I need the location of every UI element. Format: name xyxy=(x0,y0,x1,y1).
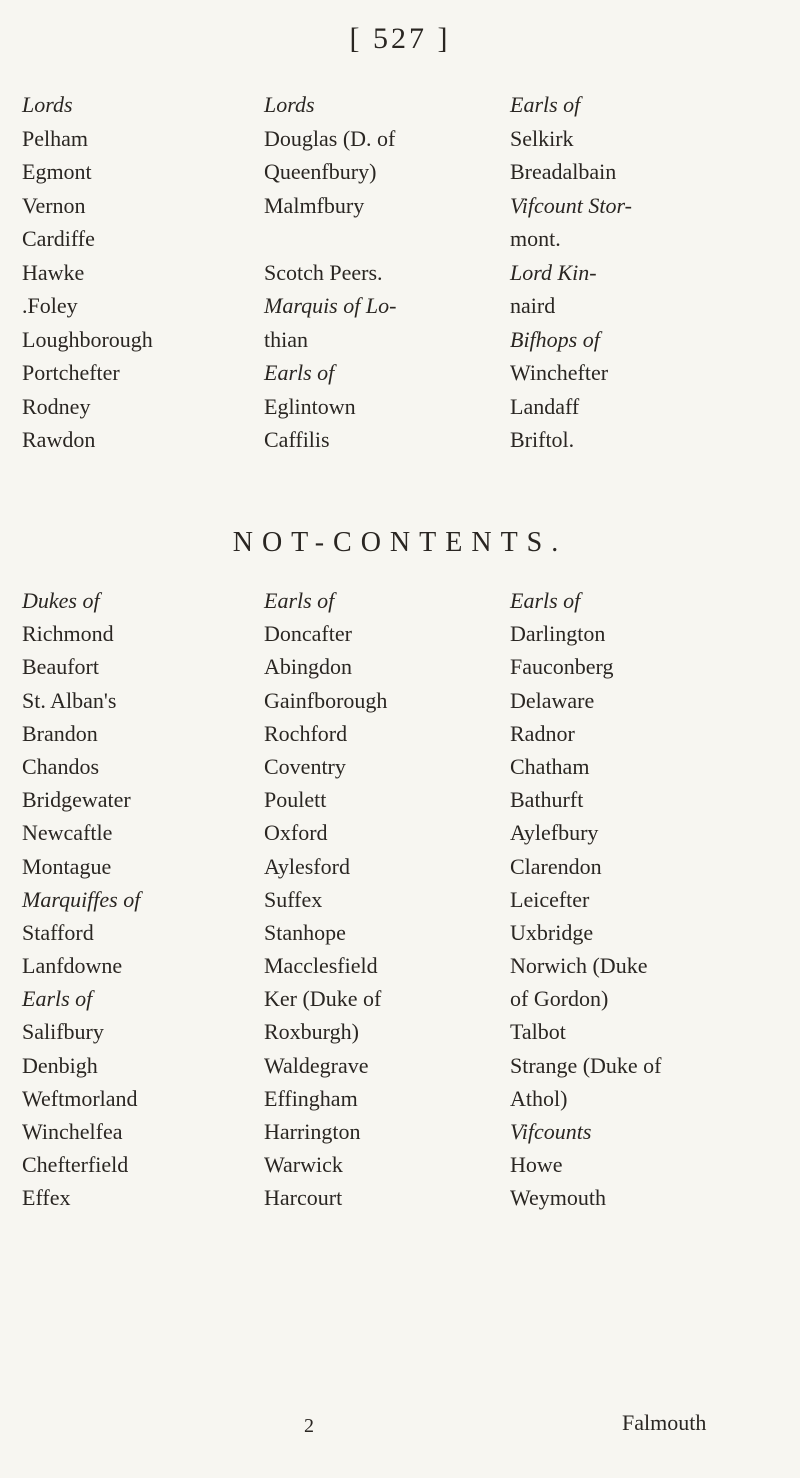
bottom-column-1 xyxy=(22,584,140,1215)
page-number: [ 527 ] xyxy=(349,22,451,55)
entry-heading: Vifcounts xyxy=(510,1119,592,1144)
entry-heading: Earls of xyxy=(510,588,581,613)
entry-name: Bridgewater xyxy=(22,787,131,813)
entry-name: Salifbury xyxy=(22,1019,104,1045)
entry-name: of Gordon) xyxy=(510,986,609,1012)
entry-name: Winchefter xyxy=(510,360,609,385)
entry-name: Harrington xyxy=(264,1119,361,1144)
entry-name: Coventry xyxy=(264,753,346,779)
entry-name: Weftmorland xyxy=(22,1085,138,1111)
entry-name: Douglas (D. of xyxy=(264,125,396,151)
entry-name: Briftol. xyxy=(510,427,575,452)
entry-name: Norwich (Duke xyxy=(510,953,648,979)
entry-name: Rawdon xyxy=(22,427,96,452)
entry-name: Cardiffe xyxy=(22,226,95,251)
not-contents-heading: NOT-CONTENTS. xyxy=(232,527,568,558)
entry-name: Darlington xyxy=(510,621,606,647)
entry-name: Delaware xyxy=(510,687,595,713)
entry-name: Montague xyxy=(22,853,112,879)
entry-name: Roxburgh) xyxy=(264,1019,359,1045)
entry-name: Vernon xyxy=(22,192,86,218)
entry-name: Richmond xyxy=(22,621,114,647)
entry-name: Brandon xyxy=(22,720,98,746)
entry-name: Harcourt xyxy=(264,1185,343,1211)
entry-name: Strange (Duke of xyxy=(510,1052,662,1078)
entry-name: Egmont xyxy=(22,159,92,184)
entry-heading: Earls of xyxy=(264,588,335,613)
entry-name: Howe xyxy=(510,1152,563,1178)
entry-name: Loughborough xyxy=(22,326,153,352)
entry-name: Lanfdowne xyxy=(22,953,123,979)
entry-name: Poulett xyxy=(264,787,327,813)
bottom-column-3 xyxy=(510,584,662,1215)
top-column-1 xyxy=(22,88,153,457)
entry-name: Gainfborough xyxy=(264,687,388,713)
entry-name: Waldegrave xyxy=(264,1052,369,1078)
entry-name: Oxford xyxy=(264,820,328,846)
entry-name: St. Alban's xyxy=(22,687,117,713)
entry-name: Pelham xyxy=(22,125,88,151)
signature-mark: 2 xyxy=(304,1415,314,1437)
entry-name: Ker (Duke of xyxy=(264,986,382,1012)
entry-name: Radnor xyxy=(510,720,575,746)
entry-name: Caffilis xyxy=(264,427,330,452)
entry-name: Bathurft xyxy=(510,787,584,813)
entry-heading: Marquiffes of xyxy=(22,886,141,912)
entry-name: .Foley xyxy=(22,293,78,318)
entry-name: Weymouth xyxy=(510,1185,606,1211)
entry-name: thian xyxy=(264,326,308,352)
entry-name: Warwick xyxy=(264,1152,343,1178)
entry-name xyxy=(264,222,396,256)
entry-heading: Lord Kin- xyxy=(510,259,597,285)
entry-name: Aylefbury xyxy=(510,820,599,846)
entry-name: naird xyxy=(510,293,556,318)
top-column-2 xyxy=(264,88,396,457)
entry-name: Effingham xyxy=(264,1085,358,1111)
entry-name: Athol) xyxy=(510,1085,568,1111)
entry-heading: Marquis of Lo- xyxy=(264,293,397,318)
entry-name: Clarendon xyxy=(510,853,602,879)
entry-name: Suffex xyxy=(264,886,323,912)
catchword: Falmouth xyxy=(622,1410,707,1435)
entry-name: Newcaftle xyxy=(22,820,113,846)
entry-name: Queenfbury) xyxy=(264,159,377,184)
entry-name: Rochford xyxy=(264,720,348,746)
entry-name: Macclesfield xyxy=(264,953,378,979)
entry-heading: Lords xyxy=(264,92,315,117)
entry-name: Chandos xyxy=(22,753,99,779)
entry-name: Aylesford xyxy=(264,853,350,879)
entry-name: Effex xyxy=(22,1185,71,1211)
entry-name: Beaufort xyxy=(22,654,99,680)
entry-name: Abingdon xyxy=(264,654,352,680)
entry-name: Talbot xyxy=(510,1019,566,1045)
entry-heading: Dukes of xyxy=(22,588,100,613)
entry-name: Winchelfea xyxy=(22,1119,123,1144)
entry-name: Selkirk xyxy=(510,125,574,151)
entry-name: Fauconberg xyxy=(510,654,614,680)
entry-name: mont. xyxy=(510,226,561,251)
entry-name: Breadalbain xyxy=(510,159,617,184)
entry-name: Doncafter xyxy=(264,621,352,647)
entry-name: Leicefter xyxy=(510,886,590,912)
entry-heading: Lords xyxy=(22,92,73,117)
entry-heading: Bifhops of xyxy=(510,326,600,352)
entry-name: Rodney xyxy=(22,393,91,419)
entry-heading: Earls of xyxy=(22,986,93,1012)
entry-heading: Vifcount Stor- xyxy=(510,192,632,218)
entry-name: Chatham xyxy=(510,753,590,779)
bottom-column-2 xyxy=(264,584,387,1215)
entry-heading: Earls of xyxy=(510,92,581,117)
entry-name: Chefterfield xyxy=(22,1152,129,1178)
entry-name: Uxbridge xyxy=(510,919,594,945)
entry-name: Stafford xyxy=(22,919,94,945)
entry-name: Landaff xyxy=(510,393,580,419)
entry-heading: Earls of xyxy=(264,360,335,385)
entry-name: Malmfbury xyxy=(264,192,365,218)
entry-name: Hawke xyxy=(22,259,85,285)
top-column-3 xyxy=(510,88,632,457)
entry-name: Portchefter xyxy=(22,360,120,385)
entry-name: Denbigh xyxy=(22,1052,98,1078)
entry-name: Stanhope xyxy=(264,919,346,945)
entry-name: Scotch Peers. xyxy=(264,259,383,285)
entry-name: Eglintown xyxy=(264,393,356,419)
